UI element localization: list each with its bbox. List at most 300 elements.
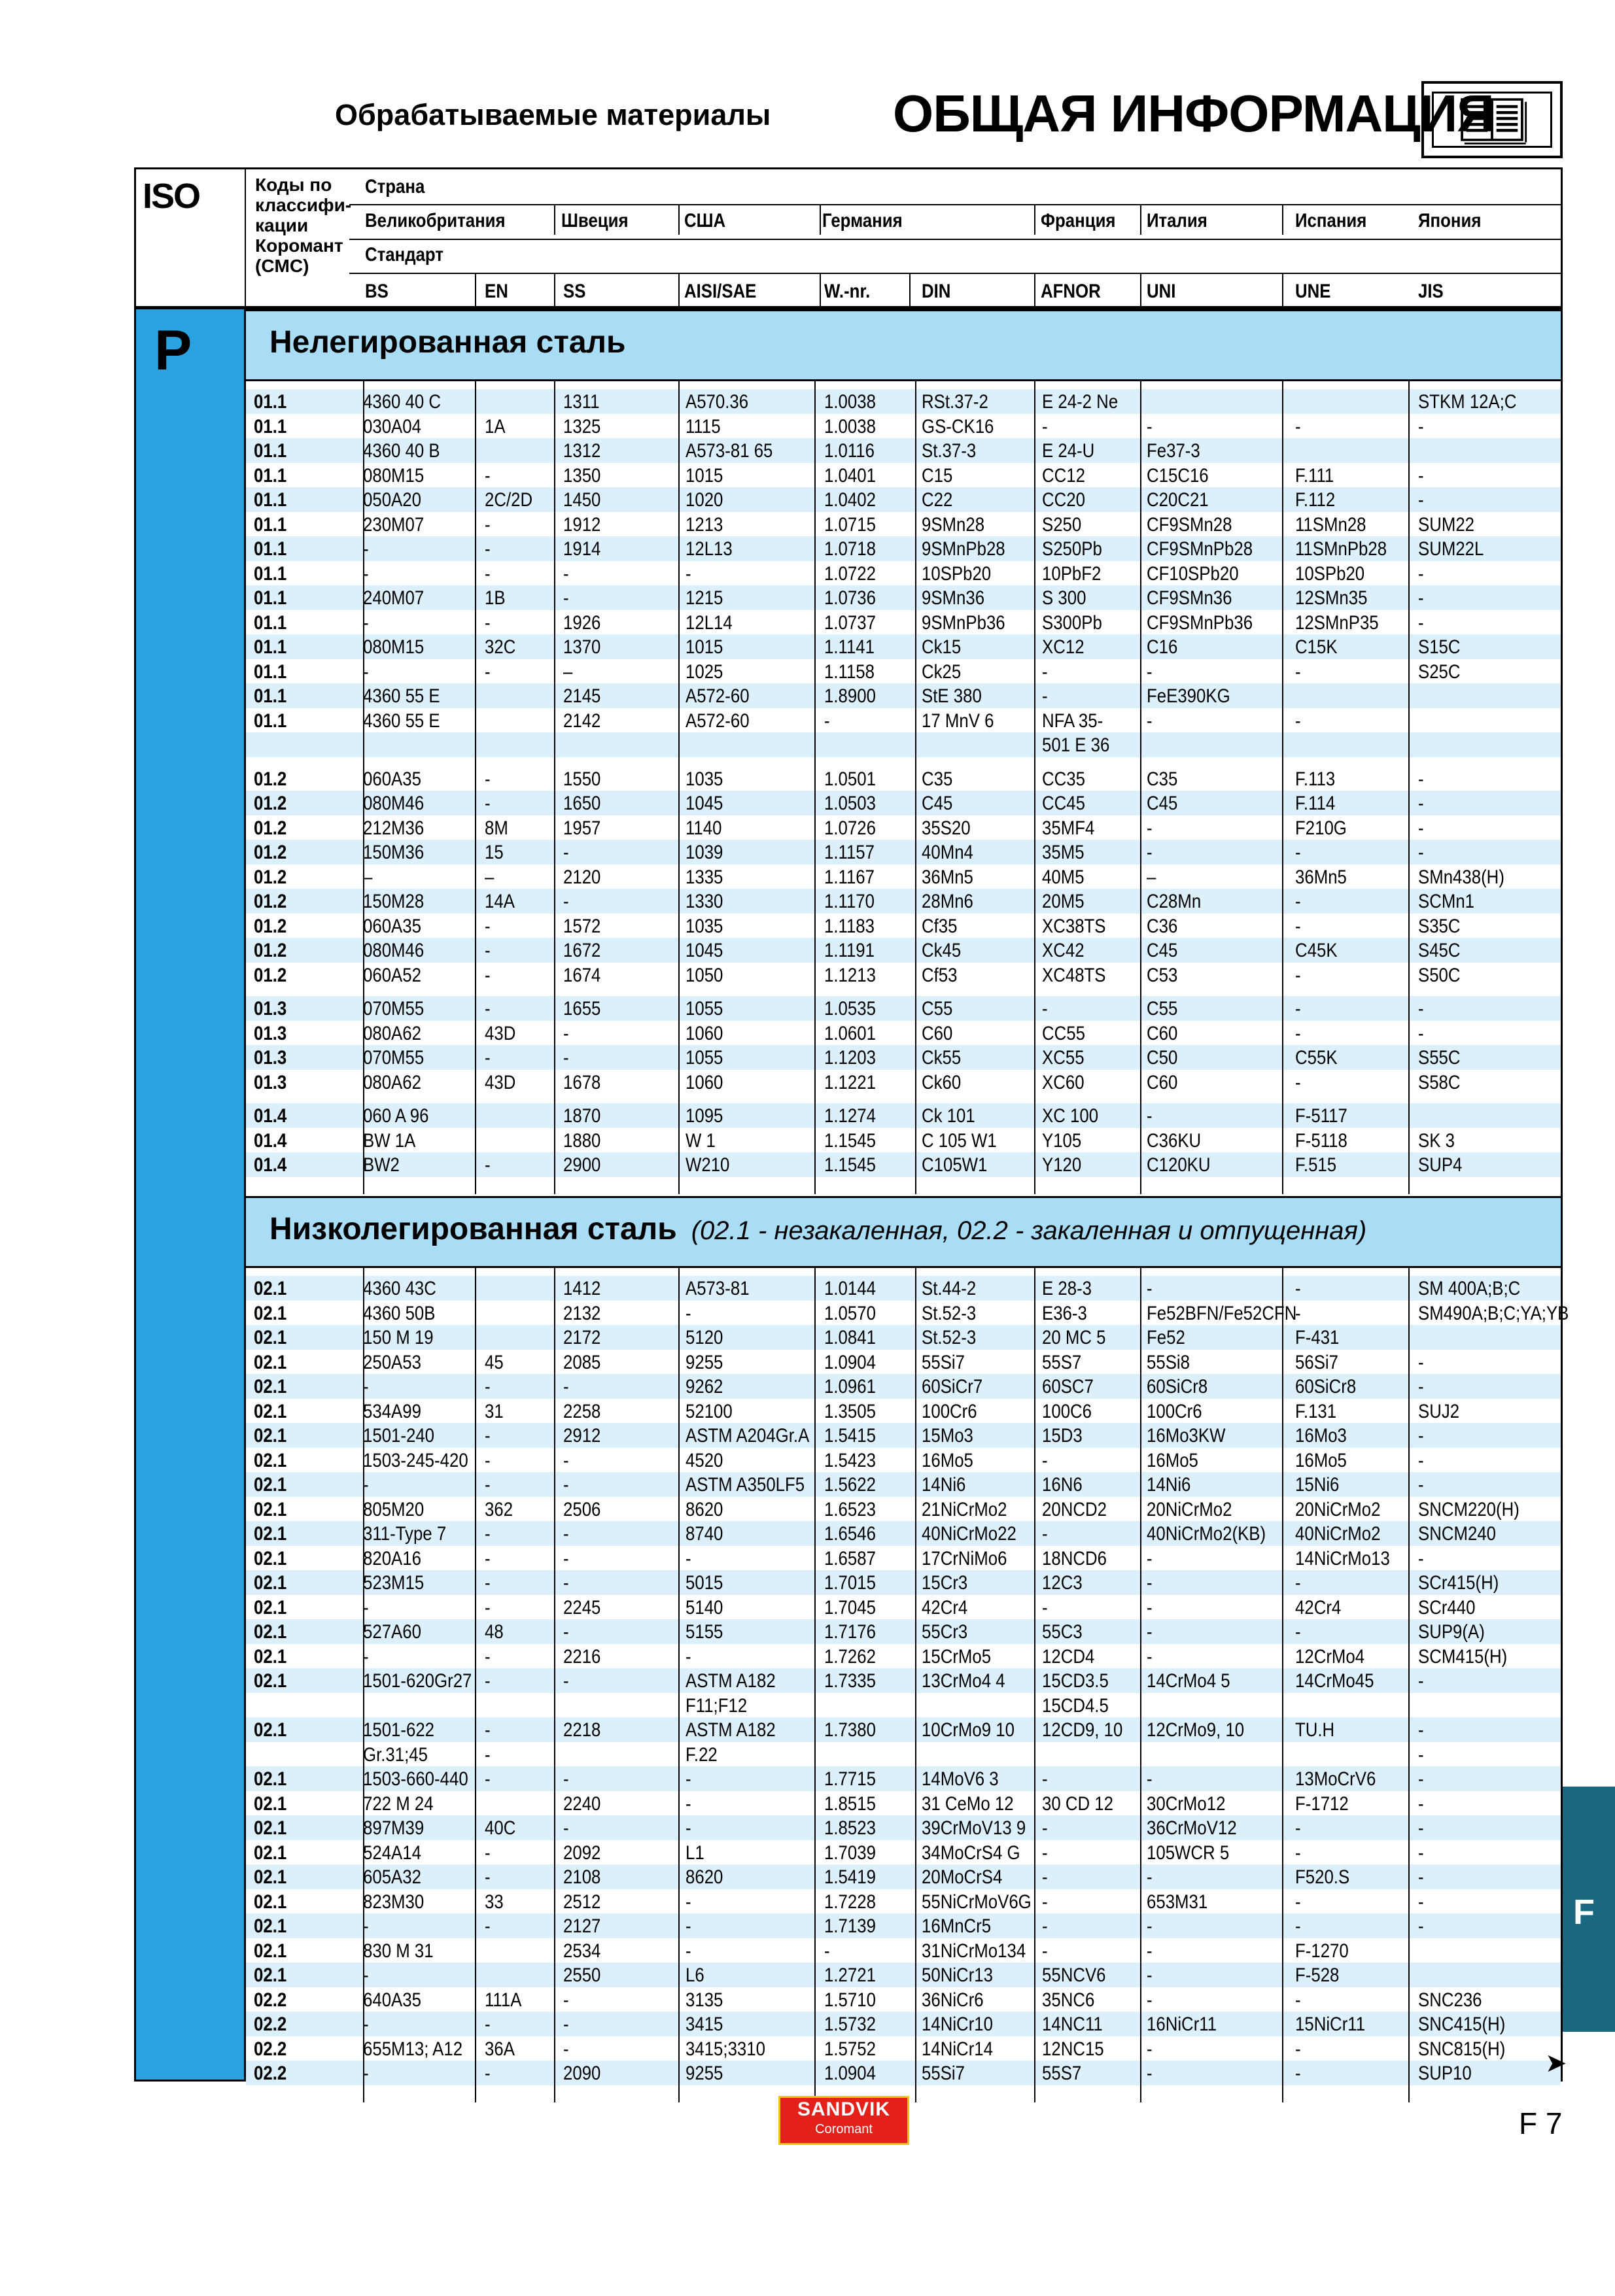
cell-text: - bbox=[563, 587, 569, 609]
cell-text: 1.0570 bbox=[824, 1302, 876, 1324]
standard-value bbox=[1042, 1893, 1049, 1912]
standard-value bbox=[563, 1917, 607, 1936]
cell-text: - bbox=[485, 611, 491, 634]
standard-value bbox=[1042, 941, 1091, 961]
cell-text: 1880 bbox=[563, 1129, 601, 1152]
standard-value bbox=[363, 892, 434, 912]
standard-value bbox=[363, 711, 453, 731]
cell-text: 1.5710 bbox=[824, 1989, 876, 2011]
standard-value bbox=[824, 1991, 884, 2010]
cmc-code bbox=[254, 1073, 292, 1093]
cell-text: C60 bbox=[1147, 1071, 1178, 1093]
standard-value bbox=[1418, 2015, 1519, 2034]
standard-value bbox=[563, 1451, 570, 1471]
standard-value bbox=[1295, 868, 1355, 887]
cell-text: - bbox=[1147, 2038, 1153, 2060]
standard-value bbox=[922, 613, 1018, 633]
standard-value bbox=[485, 613, 491, 633]
cell-text: 1311 bbox=[563, 391, 600, 413]
standard-value bbox=[363, 466, 434, 486]
cell-text: 524A14 bbox=[363, 1842, 421, 1864]
cell-text: 523M15 bbox=[363, 1572, 425, 1594]
standard-value bbox=[686, 1819, 692, 1838]
standard-value bbox=[1042, 1156, 1088, 1175]
cell-text: XC42 bbox=[1042, 940, 1085, 961]
standard-value bbox=[485, 1353, 506, 1373]
cell-text: 2172 bbox=[563, 1327, 601, 1348]
cell-text: 1.6587 bbox=[824, 1547, 876, 1569]
cell-text: XC60 bbox=[1042, 1071, 1085, 1093]
cell-text: 01.2 bbox=[254, 817, 287, 839]
cell-text: - bbox=[485, 1425, 491, 1447]
standard-value bbox=[363, 843, 434, 863]
cell-text: - bbox=[686, 562, 691, 585]
standard-value bbox=[1147, 1991, 1153, 2010]
standard-value bbox=[824, 1328, 884, 1348]
cell-text: 36NiCr6 bbox=[922, 1989, 984, 2011]
cmc-code bbox=[254, 1156, 292, 1175]
standard-value bbox=[485, 1622, 506, 1642]
standard-value bbox=[1042, 2064, 1088, 2083]
cell-text: 1B bbox=[485, 587, 506, 609]
cell-text: 15CrMo5 bbox=[922, 1645, 992, 1668]
standard-value bbox=[686, 999, 729, 1019]
cell-text: Y105 bbox=[1042, 1129, 1082, 1152]
standard-value bbox=[686, 515, 729, 535]
standard-value bbox=[485, 1843, 491, 1863]
standard-value bbox=[1042, 687, 1049, 706]
standard-value bbox=[1147, 1106, 1153, 1126]
cell-text: - bbox=[1418, 1022, 1424, 1044]
cell-text: 1.0503 bbox=[824, 793, 876, 814]
standard-value bbox=[824, 662, 883, 682]
cell-text: - bbox=[1147, 1278, 1153, 1299]
standard-value bbox=[563, 843, 570, 863]
cmc-code bbox=[254, 1402, 292, 1422]
cell-text: - bbox=[485, 1842, 491, 1864]
cell-text: - bbox=[1147, 1645, 1153, 1668]
standard-value bbox=[1295, 999, 1302, 1019]
cell-text: - bbox=[1295, 915, 1301, 937]
cell-text: 534A99 bbox=[363, 1400, 421, 1422]
cell-text: - bbox=[1147, 817, 1153, 839]
cell-text: - bbox=[1295, 998, 1301, 1019]
cell-text: Fe37-3 bbox=[1147, 440, 1200, 462]
cell-text: F11;F12 bbox=[686, 1694, 748, 1717]
standard-value bbox=[1418, 662, 1467, 682]
cell-text: NFA 35- bbox=[1042, 710, 1103, 732]
standard-value bbox=[686, 687, 759, 706]
standard-value bbox=[1147, 1647, 1153, 1667]
cell-text: 1.7228 bbox=[824, 1891, 876, 1913]
cell-text: 1.1170 bbox=[824, 891, 875, 912]
cell-text: 1412 bbox=[563, 1278, 601, 1299]
cell-text: - bbox=[1295, 842, 1301, 863]
cell-text: - bbox=[1042, 1817, 1048, 1839]
standard-value bbox=[1042, 1279, 1100, 1299]
cell-text: 40M5 bbox=[1042, 866, 1085, 888]
standard-value bbox=[363, 1500, 434, 1520]
standard-value bbox=[686, 1131, 720, 1151]
cell-text: - bbox=[485, 1449, 491, 1471]
standard-value bbox=[1147, 441, 1209, 461]
cell-text: - bbox=[363, 1645, 369, 1668]
cell-text: 820A16 bbox=[363, 1547, 421, 1569]
cell-text: 100Cr6 bbox=[1147, 1400, 1202, 1422]
cell-text: 15Ni6 bbox=[1295, 1474, 1340, 1496]
standard-value bbox=[1295, 1671, 1387, 1691]
standard-label bbox=[365, 245, 457, 265]
standard-value bbox=[1147, 1048, 1183, 1068]
row-stripe bbox=[246, 1962, 1561, 1987]
standard-value bbox=[1295, 966, 1302, 985]
cell-text: C60 bbox=[922, 1022, 953, 1044]
cell-text: S50C bbox=[1418, 964, 1461, 986]
cell-text: - bbox=[1418, 1547, 1424, 1569]
cmc-code bbox=[254, 770, 292, 789]
standard-value bbox=[824, 1524, 884, 1544]
cell-text: - bbox=[1042, 1842, 1048, 1864]
standard-value bbox=[686, 2064, 729, 2083]
standard-value bbox=[1147, 1942, 1153, 1961]
row-stripe bbox=[246, 996, 1561, 1021]
cell-text: - bbox=[1295, 1302, 1301, 1324]
standard-value bbox=[563, 515, 607, 535]
standard-value bbox=[1042, 1843, 1049, 1863]
cell-text: - bbox=[1147, 1940, 1153, 1962]
standard-value bbox=[563, 662, 574, 682]
cell-text: 1.0736 bbox=[824, 587, 876, 609]
standard-value bbox=[485, 1402, 506, 1422]
cell-text: 1A bbox=[485, 415, 506, 437]
standard-value bbox=[363, 917, 430, 936]
cell-text: 1215 bbox=[686, 587, 723, 609]
cell-text: C36KU bbox=[1147, 1129, 1202, 1152]
cell-text: St.52-3 bbox=[922, 1327, 977, 1348]
cell-text: BW2 bbox=[363, 1154, 400, 1176]
standard-value bbox=[363, 1524, 460, 1544]
standard-value bbox=[686, 1024, 729, 1044]
cell-text: 16Mo5 bbox=[922, 1449, 973, 1471]
cell-text: 9255 bbox=[686, 1351, 723, 1373]
standard-value bbox=[1418, 1991, 1492, 2010]
header-divider bbox=[1282, 204, 1283, 235]
standard-value bbox=[1147, 770, 1183, 789]
cell-text: CF9SMn28 bbox=[1147, 513, 1232, 536]
standard-value bbox=[922, 892, 982, 912]
standard-value bbox=[1418, 1279, 1537, 1299]
standard-value bbox=[563, 1426, 607, 1446]
standard-value bbox=[686, 1721, 790, 1740]
standard-value bbox=[1042, 1500, 1117, 1520]
cell-text: 1678 bbox=[563, 1071, 601, 1093]
standard-value bbox=[485, 999, 491, 1019]
standard-value bbox=[485, 490, 540, 510]
section-title bbox=[269, 1211, 1366, 1247]
standard-value bbox=[1295, 1451, 1355, 1471]
cell-text: - bbox=[824, 1940, 830, 1962]
cell-text: 4360 43C bbox=[363, 1278, 436, 1299]
cell-text: - bbox=[485, 940, 491, 961]
standard-value bbox=[686, 466, 729, 486]
standard-value bbox=[824, 819, 884, 838]
cell-text: - bbox=[686, 1940, 691, 1962]
standard-value bbox=[485, 2064, 491, 2083]
cell-text: StE 380 bbox=[922, 685, 982, 707]
cell-text: 02.1 bbox=[254, 1891, 287, 1913]
cell-text: 1050 bbox=[686, 964, 723, 986]
standard-value bbox=[563, 1893, 607, 1912]
section-title bbox=[269, 324, 626, 360]
cell-text: 16Mo5 bbox=[1295, 1449, 1347, 1471]
standard-value bbox=[1295, 1426, 1355, 1446]
country-5-text: Италия bbox=[1147, 210, 1207, 231]
cell-text: 10PbF2 bbox=[1042, 562, 1102, 585]
standard-value bbox=[1295, 1475, 1346, 1495]
cell-text: - bbox=[563, 1474, 569, 1496]
standard-value bbox=[922, 1573, 975, 1593]
cell-text: 1926 bbox=[563, 611, 601, 634]
standard-value bbox=[1147, 417, 1153, 437]
standard-value bbox=[686, 1573, 729, 1593]
cell-text: 02.2 bbox=[254, 2038, 287, 2060]
cell-text: 9SMnPb28 bbox=[922, 538, 1005, 560]
cell-text: 02.2 bbox=[254, 2063, 287, 2084]
standard-value bbox=[1042, 1819, 1049, 1838]
cell-text: 1.5423 bbox=[824, 1449, 876, 1471]
standard-value bbox=[824, 2015, 884, 2034]
cell-text: - bbox=[1418, 998, 1424, 1019]
standard-value bbox=[1147, 1353, 1197, 1373]
row-stripe bbox=[246, 487, 1561, 512]
standard-value bbox=[824, 1794, 884, 1814]
cell-text: 823M30 bbox=[363, 1891, 425, 1913]
standard-value bbox=[363, 1794, 445, 1814]
cmc-code bbox=[254, 1377, 292, 1397]
cell-text: 36Mn5 bbox=[1295, 866, 1347, 888]
cmc-code bbox=[254, 638, 292, 657]
cell-text: 16Mo3KW bbox=[1147, 1425, 1226, 1447]
cmc-code bbox=[254, 1131, 292, 1151]
standard-7-text: UNI bbox=[1147, 281, 1176, 302]
cell-text: - bbox=[1418, 1817, 1424, 1839]
standard-value bbox=[686, 892, 729, 912]
standard-value bbox=[824, 892, 883, 912]
standard-value bbox=[1295, 1156, 1343, 1175]
standard-value bbox=[1147, 638, 1183, 657]
cell-text: 1650 bbox=[563, 793, 601, 814]
cell-text: 12C3 bbox=[1042, 1572, 1083, 1594]
cell-text: 1.5732 bbox=[824, 2013, 876, 2035]
cell-text: 1060 bbox=[686, 1022, 723, 1044]
cell-text: - bbox=[1042, 1940, 1048, 1962]
cmc-code bbox=[254, 1819, 292, 1838]
cell-text: - bbox=[1295, 1842, 1301, 1864]
cell-text: S250Pb bbox=[1042, 538, 1102, 560]
cell-text: CC55 bbox=[1042, 1022, 1085, 1044]
cmc-code bbox=[254, 1475, 292, 1495]
cell-text: 20NiCrMo2 bbox=[1295, 1498, 1381, 1520]
cmc-code bbox=[254, 711, 292, 731]
country-label bbox=[365, 177, 434, 197]
standard-9-text: JIS bbox=[1418, 281, 1444, 302]
standard-value bbox=[1147, 466, 1219, 486]
standard-value bbox=[824, 999, 884, 1019]
cell-text: 9262 bbox=[686, 1376, 723, 1397]
cell-text: 230M07 bbox=[363, 513, 425, 536]
standard-value bbox=[686, 917, 729, 936]
standard-value bbox=[1418, 417, 1425, 437]
standard-6-text: AFNOR bbox=[1041, 281, 1101, 302]
cell-text: 1.0841 bbox=[824, 1327, 876, 1348]
section-header-0 bbox=[246, 309, 1561, 381]
cell-text: C28Mn bbox=[1147, 891, 1202, 912]
cell-text: C45K bbox=[1295, 940, 1338, 961]
country-4 bbox=[1041, 211, 1128, 231]
cell-text: - bbox=[485, 1474, 491, 1496]
cell-text: - bbox=[363, 2063, 369, 2084]
standard-value bbox=[1418, 1647, 1521, 1667]
standard-value bbox=[1147, 662, 1153, 682]
standard-value bbox=[1042, 564, 1111, 584]
standard-value bbox=[686, 1475, 824, 1495]
standard-value bbox=[686, 1966, 707, 1985]
standard-value bbox=[1147, 1721, 1260, 1740]
standard-value bbox=[1042, 1353, 1088, 1373]
standard-value bbox=[1295, 1622, 1302, 1642]
cell-text: 02.1 bbox=[254, 1498, 287, 1520]
cell-text: E 24-2 Ne bbox=[1042, 391, 1119, 413]
cell-text: - bbox=[485, 768, 491, 790]
cell-text: 31 CeMo 12 bbox=[922, 1792, 1014, 1815]
cell-text: 070M55 bbox=[363, 998, 425, 1019]
cell-text: 1325 bbox=[563, 415, 601, 437]
cell-text: 2092 bbox=[563, 1842, 601, 1864]
cell-text: SUP9(A) bbox=[1418, 1621, 1485, 1643]
cmc-code bbox=[254, 1353, 292, 1373]
standard-value bbox=[363, 589, 434, 608]
standard-value bbox=[563, 417, 607, 437]
standard-value bbox=[1147, 1893, 1217, 1912]
standard-value bbox=[363, 638, 434, 657]
standard-value bbox=[563, 1475, 570, 1495]
standard-value bbox=[363, 1073, 430, 1093]
standard-value bbox=[824, 1573, 884, 1593]
cell-text: SUJ2 bbox=[1418, 1400, 1460, 1422]
cell-text: – bbox=[363, 866, 373, 888]
cell-text: 3415;3310 bbox=[686, 2038, 765, 2060]
standard-value bbox=[1418, 1819, 1425, 1838]
cell-text: 02.1 bbox=[254, 1621, 287, 1643]
cell-text: SCr440 bbox=[1418, 1596, 1476, 1619]
standard-value bbox=[1418, 966, 1467, 985]
cell-text: - bbox=[363, 1474, 369, 1496]
cmc-code bbox=[254, 1549, 292, 1569]
cell-text: 8620 bbox=[686, 1498, 723, 1520]
cell-text: - bbox=[485, 2063, 491, 2084]
standard-value bbox=[563, 1942, 607, 1961]
standard-value bbox=[824, 417, 884, 437]
standard-value bbox=[485, 662, 491, 682]
row-stripe bbox=[246, 1103, 1561, 1128]
cell-text: S35C bbox=[1418, 915, 1461, 937]
standard-value bbox=[686, 1868, 729, 1887]
standard-value bbox=[563, 1991, 570, 2010]
standard-value bbox=[1295, 941, 1344, 961]
cell-text: 9SMnPb36 bbox=[922, 611, 1005, 634]
cmc-code bbox=[254, 917, 292, 936]
standard-value bbox=[824, 1279, 884, 1299]
cell-text: - bbox=[1147, 660, 1153, 683]
cell-text: 02.1 bbox=[254, 1474, 287, 1496]
section-header-1 bbox=[246, 1196, 1561, 1268]
standard-value bbox=[1418, 2064, 1480, 2083]
cell-text: - bbox=[1295, 710, 1301, 732]
cell-text: 30 CD 12 bbox=[1042, 1792, 1114, 1815]
standard-value bbox=[563, 1868, 607, 1887]
cell-text: - bbox=[686, 1768, 691, 1790]
standard-value bbox=[363, 941, 434, 961]
standard-value bbox=[563, 540, 607, 559]
page-number: F 7 bbox=[1519, 2106, 1563, 2140]
cell-text: 01.1 bbox=[254, 660, 287, 683]
header-divider bbox=[1034, 204, 1035, 235]
standard-value bbox=[563, 999, 607, 1019]
cell-text: - bbox=[686, 1915, 691, 1937]
cell-text: F.131 bbox=[1295, 1400, 1337, 1422]
cell-text: F-5117 bbox=[1295, 1105, 1347, 1127]
standard-value bbox=[824, 1598, 884, 1618]
standard-value bbox=[686, 794, 729, 814]
cell-text: 9SMn36 bbox=[922, 587, 985, 609]
standard-value bbox=[1295, 1024, 1302, 1044]
standard-value bbox=[824, 1131, 884, 1151]
standard-value bbox=[1418, 1671, 1425, 1691]
cmc-code bbox=[254, 662, 292, 682]
country-3 bbox=[822, 211, 916, 231]
cell-text: 1025 bbox=[686, 660, 723, 683]
standard-value bbox=[1147, 1500, 1246, 1520]
cell-text: - bbox=[1147, 1866, 1153, 1888]
standard-value bbox=[686, 564, 692, 584]
cell-text: 1.0904 bbox=[824, 2063, 876, 2084]
standard-value bbox=[485, 1893, 506, 1912]
cell-text: F.112 bbox=[1295, 489, 1336, 511]
standard-value bbox=[1147, 490, 1219, 510]
cell-text: - bbox=[563, 1547, 569, 1569]
cell-text: F-528 bbox=[1295, 1964, 1340, 1986]
cell-text: Ck45 bbox=[922, 940, 962, 961]
standard-value bbox=[1418, 638, 1467, 657]
standard-value bbox=[563, 1524, 570, 1544]
cell-text: - bbox=[1295, 1572, 1301, 1594]
cell-text: C120KU bbox=[1147, 1154, 1211, 1176]
standard-value bbox=[922, 490, 958, 510]
cell-text: 14CrMo45 bbox=[1295, 1670, 1374, 1692]
cell-text: 12CrMo9, 10 bbox=[1147, 1719, 1245, 1741]
standard-value bbox=[563, 1549, 570, 1569]
standard-value bbox=[686, 441, 787, 461]
cell-text: 722 M 24 bbox=[363, 1792, 434, 1815]
cell-text: 35NC6 bbox=[1042, 1989, 1095, 2011]
cmc-code bbox=[254, 490, 292, 510]
standard-value bbox=[686, 540, 740, 559]
header-divider bbox=[475, 273, 476, 306]
standard-value bbox=[1042, 540, 1112, 559]
standard-value bbox=[485, 1073, 521, 1093]
cell-text: 653M31 bbox=[1147, 1891, 1208, 1913]
standard-value bbox=[686, 1524, 729, 1544]
